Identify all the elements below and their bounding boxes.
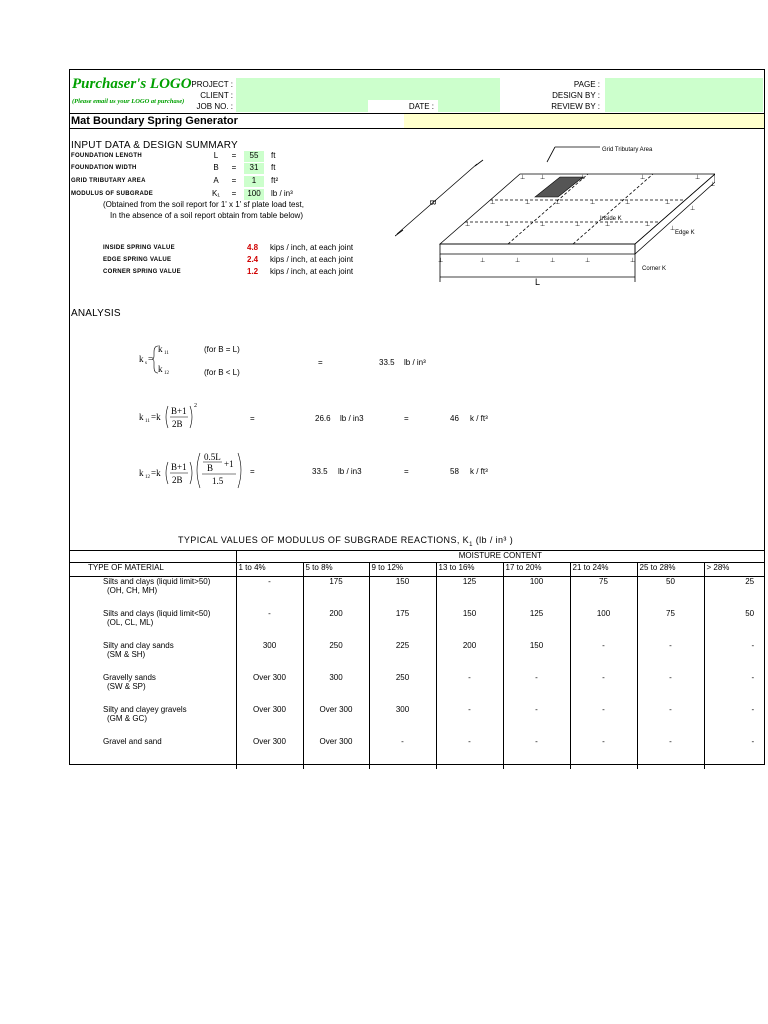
material-name: Silty and clay sands: [103, 641, 174, 650]
material-class: (OL, CL, ML): [107, 618, 154, 627]
table-cell: 150: [369, 577, 436, 610]
ks-piecewise-formula: [138, 340, 178, 378]
svg-text:⊥: ⊥: [465, 221, 471, 228]
result-unit: kips / inch, at each joint: [270, 243, 354, 252]
svg-text:1.5: 1.5: [212, 476, 224, 486]
input-note-2: In the absence of a soil report obtain from table below): [110, 211, 303, 220]
input-unit: ft: [271, 163, 276, 172]
length-l-label: L: [535, 277, 541, 287]
svg-text:k: k: [139, 354, 144, 364]
svg-text:11: 11: [145, 419, 150, 424]
k12-unit-kft: k / ft³: [470, 467, 488, 476]
svg-text:⊥: ⊥: [590, 199, 596, 206]
svg-text:2B: 2B: [172, 419, 183, 429]
material-name: Gravelly sands: [103, 673, 156, 682]
table-cell: 300: [236, 641, 303, 673]
table-caption-text: TYPICAL VALUES OF MODULUS OF SUBGRADE REACTIONS, K: [178, 535, 470, 545]
table-header-blank: [70, 551, 236, 563]
project-input[interactable]: [236, 78, 368, 112]
svg-text:s: s: [145, 361, 147, 366]
input-label: FOUNDATION LENGTH: [71, 153, 142, 159]
svg-text:⊥: ⊥: [690, 205, 696, 212]
svg-text:⊥: ⊥: [630, 257, 636, 264]
table-cell: 250: [303, 641, 369, 673]
column-header: 13 to 16%: [436, 563, 503, 577]
result-label: CORNER SPRING VALUE: [103, 269, 181, 275]
svg-text:⊥: ⊥: [585, 257, 591, 264]
table-cell: -: [436, 737, 503, 769]
table-cell: 75: [570, 577, 637, 610]
input-unit: lb / in³: [271, 189, 293, 198]
equals-sign: =: [404, 467, 409, 476]
column-header: 21 to 24%: [570, 563, 637, 577]
table-cell: 175: [303, 577, 369, 610]
result-unit: kips / inch, at each joint: [270, 267, 354, 276]
case-b-equals-l: (for B = L): [204, 345, 240, 354]
table-row: [70, 609, 764, 641]
k11-unit-kft: k / ft³: [470, 414, 488, 423]
table-cell: 200: [436, 641, 503, 673]
table-cell: 200: [303, 609, 369, 641]
jobno-label: JOB NO. :: [196, 102, 233, 111]
table-cell: 50: [637, 577, 704, 610]
svg-text:+1: +1: [224, 459, 234, 469]
table-cell: -: [704, 673, 764, 705]
moisture-content-header: MOISTURE CONTENT: [236, 551, 764, 563]
mat-top-face: [440, 174, 715, 244]
table-cell: -: [704, 737, 764, 769]
k11-formula: [138, 398, 204, 434]
input-unit: ft: [271, 151, 276, 160]
title-bar: [70, 113, 764, 129]
svg-text:k: k: [139, 412, 144, 422]
corner-k-label: Corner K: [642, 266, 667, 272]
table-cell: -: [236, 609, 303, 641]
material-class: (GM & GC): [107, 714, 147, 723]
input-label: FOUNDATION WIDTH: [71, 165, 137, 171]
table-cell: -: [637, 673, 704, 705]
page-design-review-input[interactable]: [605, 78, 763, 112]
client-label: CLIENT :: [200, 91, 233, 100]
column-header: 17 to 20%: [503, 563, 570, 577]
svg-text:12: 12: [145, 475, 150, 480]
client-input[interactable]: [368, 78, 500, 100]
ks-value: 33.5: [379, 358, 395, 367]
logo-note: (Please email us your LOGO at purchase): [72, 98, 185, 105]
project-label: PROJECT :: [191, 80, 233, 89]
inside-k-label: Inside K: [600, 216, 622, 222]
table-cell: 75: [637, 609, 704, 641]
width-value: 31: [249, 163, 259, 172]
material-class: (OH, CH, MH): [107, 586, 158, 595]
svg-text:⊥: ⊥: [505, 221, 511, 228]
type-of-material-header: TYPE OF MATERIAL: [70, 563, 236, 577]
table-cell: -: [436, 705, 503, 737]
svg-text:k: k: [158, 344, 163, 354]
table-cell: 300: [369, 705, 436, 737]
column-header: > 28%: [704, 563, 764, 577]
svg-text:⊥: ⊥: [438, 257, 444, 264]
equals-sign: =: [231, 176, 237, 185]
svg-text:11: 11: [164, 351, 169, 356]
input-symbol: A: [213, 176, 219, 185]
input-label: MODULUS OF SUBGRADE: [71, 191, 154, 197]
k12-formula: [138, 450, 250, 490]
table-cell: -: [236, 577, 303, 610]
table-cell: -: [503, 673, 570, 705]
svg-text:2B: 2B: [172, 475, 183, 485]
svg-text:12: 12: [164, 371, 169, 376]
table-cell: 150: [436, 609, 503, 641]
table-row: [70, 641, 764, 673]
table-row: [70, 705, 764, 737]
mat-side-face: [635, 174, 715, 254]
material-name: Silts and clays (liquid limit<50): [103, 609, 211, 618]
svg-text:⊥: ⊥: [480, 257, 486, 264]
material-name: Gravel and sand: [103, 737, 162, 746]
table-caption-unit: (lb / in³ ): [475, 535, 514, 545]
table-cell: -: [637, 705, 704, 737]
table-cell: -: [570, 705, 637, 737]
table-cell: -: [570, 641, 637, 673]
svg-text:⊥: ⊥: [695, 174, 701, 181]
svg-text:⊥: ⊥: [555, 199, 561, 206]
table-row: [70, 737, 764, 769]
table-cell: -: [503, 705, 570, 737]
table-cell: -: [704, 641, 764, 673]
svg-text:⊥: ⊥: [550, 257, 556, 264]
table-cell: -: [369, 737, 436, 769]
ks-unit: lb / in³: [404, 358, 426, 367]
purchaser-logo: Purchaser's LOGO: [72, 76, 192, 92]
svg-text:⊥: ⊥: [525, 199, 531, 206]
input-note-1: (Obtained from the soil report for 1' x 1' sf plate load test,: [103, 200, 304, 209]
input-symbol: B: [213, 163, 219, 172]
equals-sign: =: [231, 189, 237, 198]
svg-text:⊥: ⊥: [575, 221, 581, 228]
svg-text:=k: =k: [151, 468, 161, 478]
subgrade-value: 100: [247, 189, 261, 198]
svg-text:B+1: B+1: [171, 462, 187, 472]
table-cell: -: [637, 641, 704, 673]
table-caption-sub: 1: [469, 541, 473, 548]
table-cell: 100: [503, 577, 570, 610]
svg-text:B: B: [207, 463, 214, 473]
svg-text:⊥: ⊥: [640, 174, 646, 181]
svg-text:⊥: ⊥: [540, 174, 546, 181]
grid-tributary-label: Grid Tributary Area: [602, 147, 653, 153]
material-class: (SW & SP): [107, 682, 146, 691]
edge-k-label: Edge K: [675, 230, 695, 236]
reviewby-label: REVIEW BY :: [551, 102, 600, 111]
equals-sign: =: [231, 163, 237, 172]
table-cell: -: [637, 737, 704, 769]
calculation-sheet: [69, 69, 765, 765]
svg-text:k: k: [139, 468, 144, 478]
svg-text:⊥: ⊥: [625, 199, 631, 206]
svg-text:⊥: ⊥: [515, 257, 521, 264]
material-name: Silts and clays (liquid limit>50): [103, 577, 211, 586]
column-header: 1 to 4%: [236, 563, 303, 577]
k11-value: 26.6: [315, 414, 331, 423]
column-header: 9 to 12%: [369, 563, 436, 577]
result-label: INSIDE SPRING VALUE: [103, 245, 175, 251]
case-b-less-l: (for B < L): [204, 368, 240, 377]
k12-value: 33.5: [312, 467, 328, 476]
svg-text:⊥: ⊥: [490, 199, 496, 206]
equals-sign: =: [318, 358, 323, 367]
table-cell: -: [570, 737, 637, 769]
area-value: 1: [251, 176, 257, 185]
equals-sign: =: [250, 414, 255, 423]
table-cell: Over 300: [303, 705, 369, 737]
svg-text:0.5L: 0.5L: [204, 452, 221, 462]
svg-text:⊥: ⊥: [670, 225, 676, 232]
analysis-heading: ANALYSIS: [71, 308, 121, 319]
table-cell: 25: [704, 577, 764, 610]
mat-foundation-diagram: [395, 142, 715, 294]
sheet-title: Mat Boundary Spring Generator: [70, 114, 405, 128]
input-unit: ft²: [271, 176, 279, 185]
width-b-label: B: [428, 199, 438, 206]
table-cell: 150: [503, 641, 570, 673]
table-cell: 175: [369, 609, 436, 641]
table-cell: -: [704, 705, 764, 737]
input-symbol: K₁: [211, 189, 221, 198]
table-cell: Over 300: [236, 673, 303, 705]
svg-text:⊥: ⊥: [605, 221, 611, 228]
svg-text:k: k: [158, 364, 163, 374]
svg-text:=: =: [148, 354, 154, 364]
input-label: GRID TRIBUTARY AREA: [71, 178, 146, 184]
corner-spring-value: 1.2: [247, 267, 259, 276]
table-cell: -: [436, 673, 503, 705]
subgrade-modulus-table: [70, 550, 764, 769]
title-bar-fill: [404, 114, 764, 128]
svg-text:⊥: ⊥: [710, 181, 715, 188]
table-caption: [178, 535, 513, 548]
table-cell: 50: [704, 609, 764, 641]
svg-text:⊥: ⊥: [645, 221, 651, 228]
page-label: PAGE :: [573, 80, 600, 89]
table-cell: 300: [303, 673, 369, 705]
table-cell: 225: [369, 641, 436, 673]
table-cell: 125: [436, 577, 503, 610]
table-row: [70, 673, 764, 705]
table-cell: -: [570, 673, 637, 705]
k11-value-kft: 46: [450, 414, 459, 423]
length-value: 55: [249, 151, 259, 160]
k12-value-kft: 58: [450, 467, 459, 476]
table-cell: 250: [369, 673, 436, 705]
k12-unit: lb / in3: [338, 467, 362, 476]
column-header: 5 to 8%: [303, 563, 369, 577]
svg-text:B+1: B+1: [171, 406, 187, 416]
date-input[interactable]: [438, 100, 500, 112]
svg-text:⊥: ⊥: [540, 221, 546, 228]
equals-sign: =: [250, 467, 255, 476]
result-label: EDGE SPRING VALUE: [103, 257, 172, 263]
table-row: [70, 577, 764, 610]
table-cell: -: [503, 737, 570, 769]
table-cell: 100: [570, 609, 637, 641]
equals-sign: =: [404, 414, 409, 423]
table-cell: Over 300: [236, 737, 303, 769]
svg-text:=k: =k: [151, 412, 161, 422]
table-cell: Over 300: [303, 737, 369, 769]
equals-sign: =: [231, 151, 237, 160]
edge-spring-value: 2.4: [247, 255, 259, 264]
table-cell: Over 300: [236, 705, 303, 737]
date-label: DATE :: [408, 102, 434, 111]
column-header: 25 to 28%: [637, 563, 704, 577]
svg-text:2: 2: [194, 403, 197, 409]
svg-text:⊥: ⊥: [520, 174, 526, 181]
svg-text:⊥: ⊥: [580, 174, 586, 181]
inside-spring-value: 4.8: [247, 243, 259, 252]
input-heading: INPUT DATA & DESIGN SUMMARY: [71, 140, 238, 151]
material-name: Silty and clayey gravels: [103, 705, 187, 714]
material-class: (SM & SH): [107, 650, 146, 659]
k11-unit: lb / in3: [340, 414, 364, 423]
svg-text:⊥: ⊥: [665, 199, 671, 206]
designby-label: DESIGN BY :: [552, 91, 600, 100]
table-cell: 125: [503, 609, 570, 641]
mat-front-face: [440, 244, 635, 254]
input-symbol: L: [213, 151, 219, 160]
result-unit: kips / inch, at each joint: [270, 255, 354, 264]
